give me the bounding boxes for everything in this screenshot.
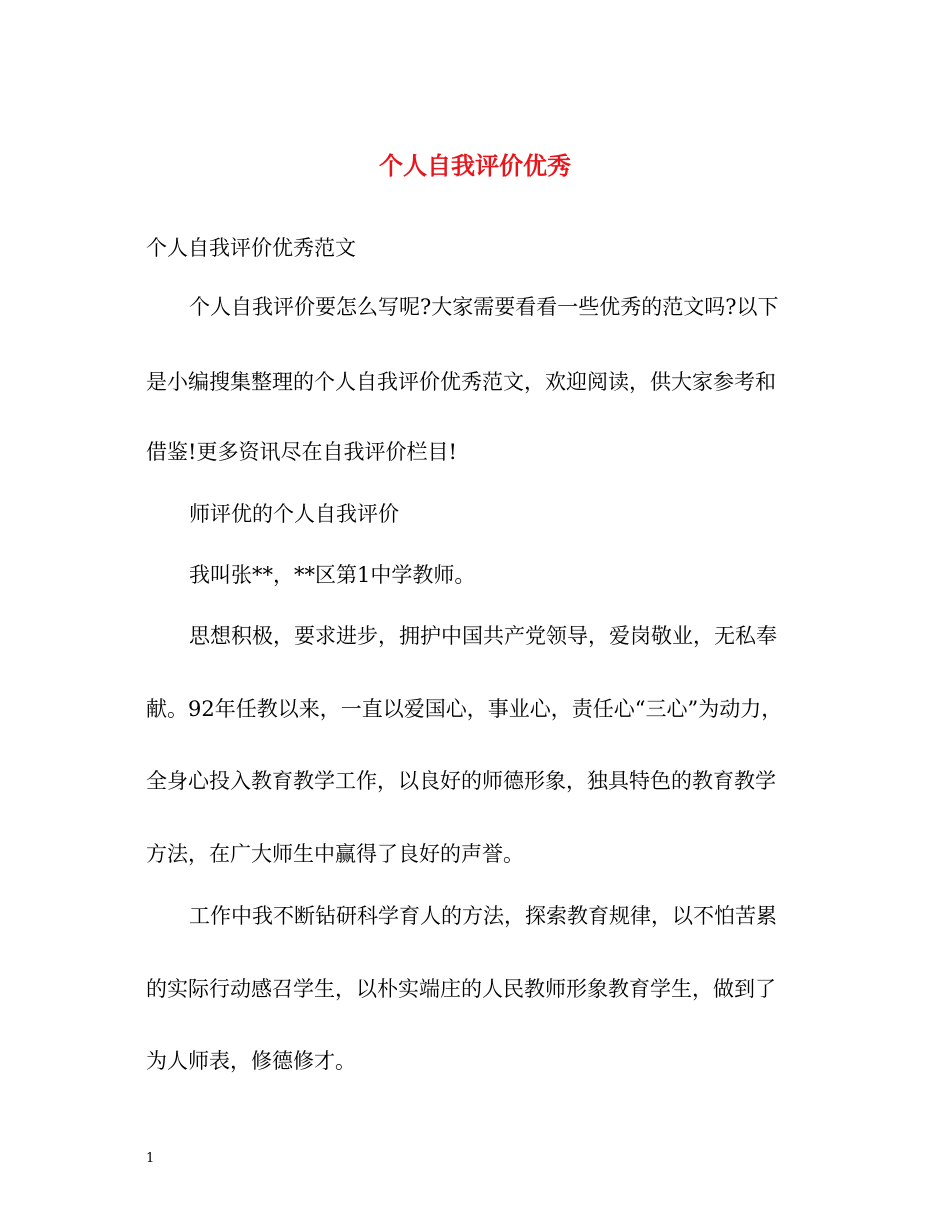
section-heading: 师评优的个人自我评价 (189, 502, 399, 526)
page-number: 1 (146, 1151, 155, 1166)
paragraph-line: 为人师表，修德修才。 (146, 1049, 356, 1073)
paragraph-line: 思想积极，要求进步，拥护中国共产党领导，爱岗敬业，无私奉 (189, 624, 777, 648)
paragraph-line: 全身心投入教育教学工作，以良好的师德形象，独具特色的教育教学 (146, 769, 776, 793)
paragraph-line: 我叫张**，**区第1中学教师。 (189, 563, 476, 587)
paragraph-line: 方法，在广大师生中赢得了良好的声誉。 (146, 842, 524, 866)
paragraph-line: 工作中我不断钻研科学育人的方法，探索教育规律，以不怕苦累 (189, 904, 777, 928)
document-title: 个人自我评价优秀 (379, 151, 571, 180)
paragraph-line: 个人自我评价要怎么写呢?大家需要看看一些优秀的范文吗?以下 (189, 295, 779, 319)
paragraph-line: 的实际行动感召学生，以朴实端庄的人民教师形象教育学生，做到了 (146, 977, 776, 1001)
paragraph-line: 是小编搜集整理的个人自我评价优秀范文，欢迎阅读，供大家参考和 (146, 370, 776, 394)
document-subtitle: 个人自我评价优秀范文 (146, 236, 356, 260)
paragraph-line: 献。92年任教以来，一直以爱国心，事业心，责任心“三心”为动力， (146, 697, 783, 721)
paragraph-line: 借鉴!更多资讯尽在自我评价栏目! (146, 440, 457, 464)
